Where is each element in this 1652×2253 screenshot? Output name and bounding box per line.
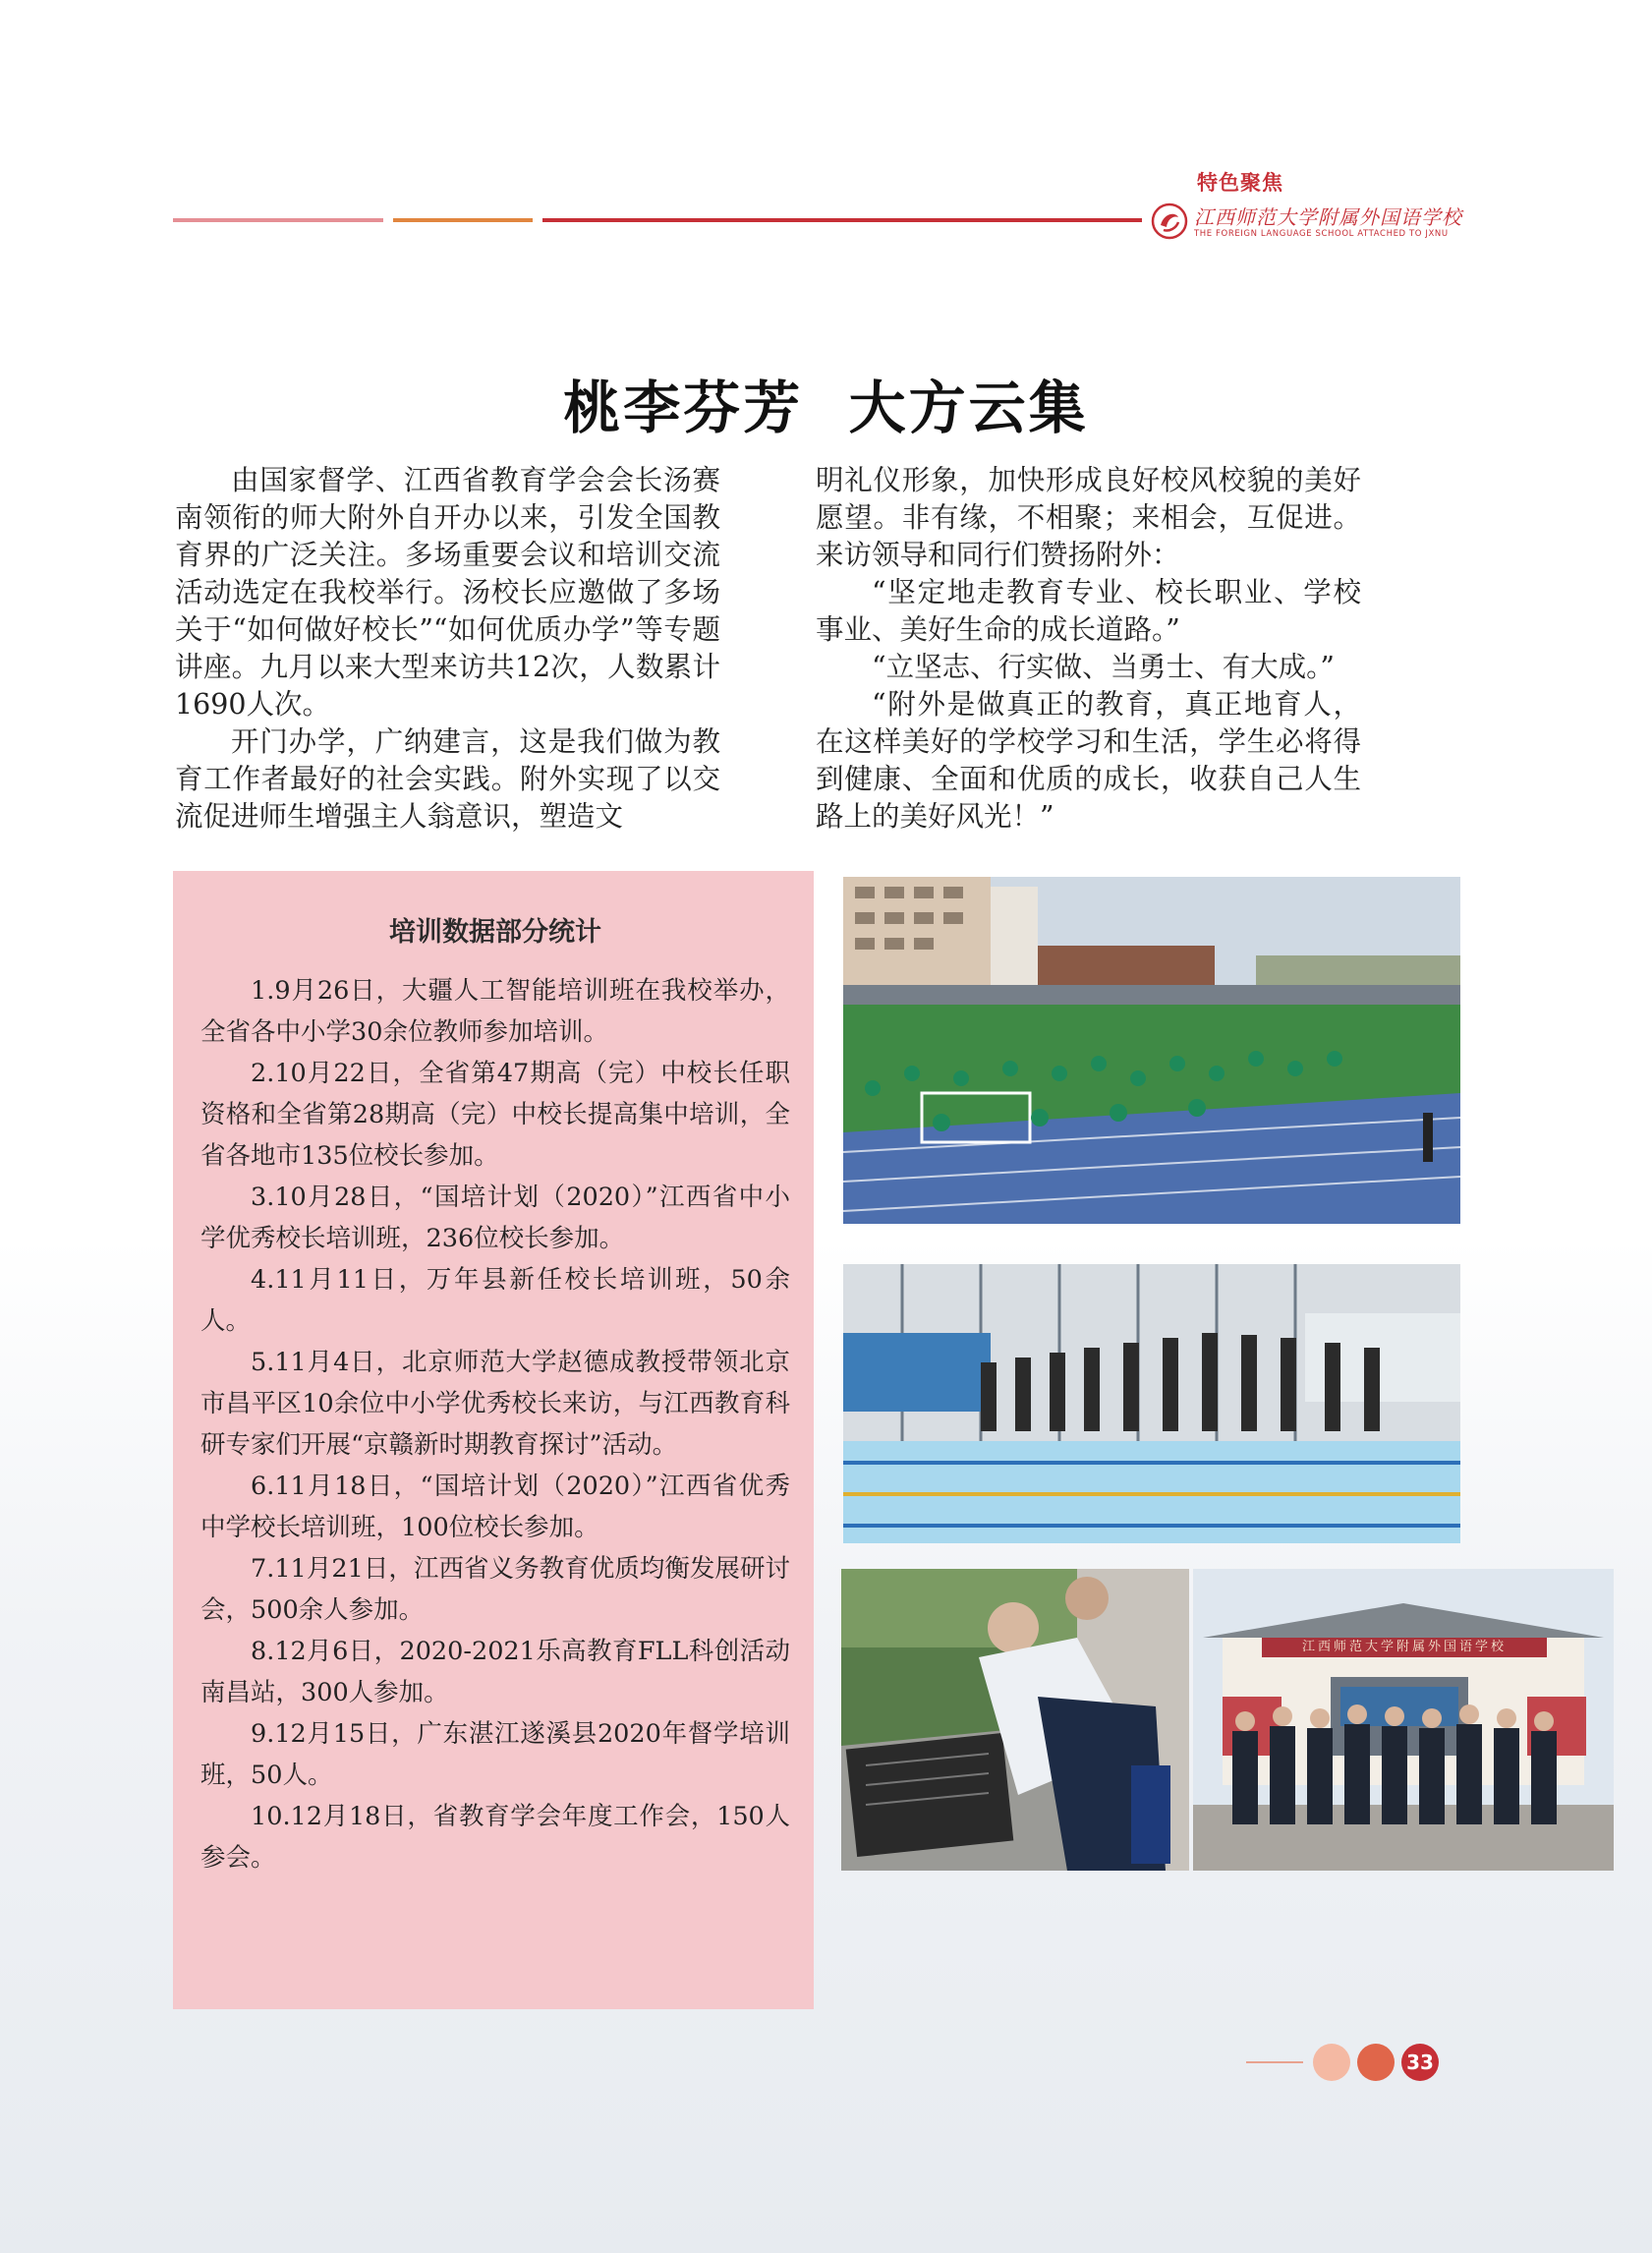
photo-sports-field [843, 877, 1460, 1224]
photo-school-gate-group [1193, 1569, 1614, 1871]
stat-item: 2.10月22日，全省第47期高（完）中校长任职资格和全省第28期高（完）中校长提高集中培训，全省各地市135位校长参加。 [200, 1059, 790, 1171]
stat-item: 4.11月11日，万年县新任校长培训班，50余人。 [200, 1265, 790, 1336]
footer-dot-light [1313, 2044, 1350, 2081]
article-column-right [816, 462, 1361, 836]
footer-dot-dark [1357, 2044, 1395, 2081]
school-logo-icon [1150, 202, 1189, 241]
school-gate-sign: 江西师范大学附属外国语学校 [1301, 1640, 1507, 1654]
photo-swimming-pool [843, 1264, 1460, 1543]
stat-item: 8.12月6日，2020-2021乐高教育FLL科创活动南昌站，300人参加。 [200, 1637, 790, 1707]
school-name-english: THE FOREIGN LANGUAGE SCHOOL ATTACHED TO JXNU [1194, 229, 1449, 239]
stat-item: 6.11月18日，“国培计划（2020）”江西省优秀中学校长培训班，100位校长参加。 [200, 1472, 790, 1542]
stat-item: 10.12月18日，省教育学会年度工作会，150人参会。 [200, 1802, 790, 1873]
footer-rule [1246, 2061, 1303, 2063]
stat-item: 7.11月21日，江西省义务教育优质均衡发展研讨会，500余人参加。 [200, 1554, 790, 1625]
header-rule-red [542, 218, 1142, 222]
stat-item: 1.9月26日，大疆人工智能培训班在我校举办，全省各中小学30余位教师参加培训。 [200, 976, 790, 1047]
article-quote: “坚定地走教育专业、校长职业、学校事业、美好生命的成长道路。” [816, 576, 1361, 646]
photo-visitors-plaque [841, 1569, 1189, 1871]
section-label: 特色聚焦 [1197, 171, 1283, 195]
article-quote: “立坚志、行实做、当勇士、有大成。” [872, 651, 1335, 683]
article-paragraph: 明礼仪形象，加快形成良好校风校貌的美好愿望。非有缘，不相聚；来相会，互促进。来访领导和同行们赞扬附外： [816, 464, 1361, 571]
stat-item: 5.11月4日，北京师范大学赵德成教授带领北京市昌平区10余位中小学优秀校长来访，与江西教育科研专家们开展“京赣新时期教育探讨”活动。 [200, 1348, 790, 1460]
header-rule-pink [173, 218, 383, 222]
article-title: 桃李芬芳 大方云集 [563, 375, 1089, 441]
article-paragraph: 开门办学，广纳建言，这是我们做为教育工作者最好的社会实践。附外实现了以交流促进师生增强主人翁意识，塑造文 [175, 725, 720, 833]
stat-item: 3.10月28日，“国培计划（2020）”江西省中小学优秀校长培训班，236位校长参加。 [200, 1183, 790, 1253]
page-number: 33 [1401, 2044, 1439, 2081]
header-rule-orange [393, 218, 533, 222]
article-paragraph: 由国家督学、江西省教育学会会长汤赛南领衔的师大附外自开办以来，引发全国教育界的广泛关注。多场重要会议和培训交流活动选定在我校举行。汤校长应邀做了多场关于“如何做好校长”“如何优质办学”等专题讲座。九月以来大型来访共12次，人数累计1690人次。 [175, 464, 720, 721]
stat-item: 9.12月15日，广东湛江遂溪县2020年督学培训班，50人。 [200, 1719, 790, 1790]
training-stats-box [173, 871, 814, 2009]
article-column-left [175, 462, 720, 836]
stats-title: 培训数据部分统计 [389, 917, 601, 948]
article-quote: “附外是做真正的教育，真正地育人，在这样美好的学校学习和生活，学生必将得到健康、全面和优质的成长，收获自己人生路上的美好风光！” [816, 688, 1361, 833]
school-name-chinese: 江西师范大学附属外国语学校 [1194, 205, 1462, 229]
